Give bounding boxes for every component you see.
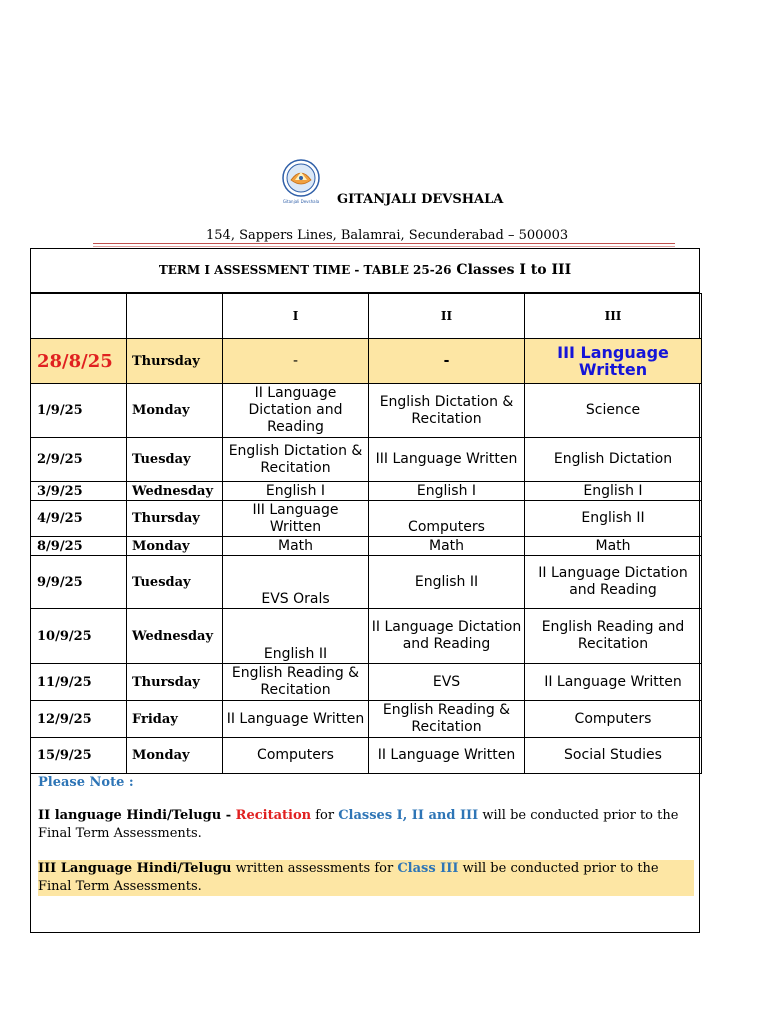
header-class-1: I [223, 294, 369, 339]
row-day: Thursday [127, 664, 223, 701]
cell-class-3: English I [525, 482, 702, 501]
cell-class-3: III Language Written [525, 339, 702, 384]
cell-class-2: English II [369, 556, 525, 609]
table-row [31, 438, 702, 482]
table-row [31, 339, 702, 384]
table-row [31, 537, 702, 556]
cell-class-3: Social Studies [525, 738, 702, 774]
table-row [31, 482, 702, 501]
row-day: Wednesday [127, 609, 223, 664]
cell-class-3: Math [525, 537, 702, 556]
row-day: Thursday [127, 339, 223, 384]
row-day: Friday [127, 701, 223, 738]
school-logo [281, 158, 321, 206]
header-class-3: III [525, 294, 702, 339]
table-row [31, 701, 702, 738]
cell-class-2: II Language Dictation and Reading [369, 609, 525, 664]
cell-class-3: II Language Written [525, 664, 702, 701]
cell-class-1: English I [223, 482, 369, 501]
note1-classes: Classes I, II and III [338, 808, 479, 823]
cell-class-2: EVS [369, 664, 525, 701]
row-date: 12/9/25 [31, 701, 127, 738]
note1-subject: II language Hindi/Telugu - [38, 808, 236, 823]
title-classes: Classes I to III [456, 262, 572, 278]
school-address: 154, Sappers Lines, Balamrai, Secunderabad – 500003 [206, 228, 569, 243]
cell-class-2: Computers [369, 501, 525, 537]
row-date: 1/9/25 [31, 384, 127, 438]
cell-class-1: English II [223, 609, 369, 664]
row-date: 11/9/25 [31, 664, 127, 701]
row-day: Tuesday [127, 438, 223, 482]
table-row [31, 384, 702, 438]
header-day [127, 294, 223, 339]
header-rule-secondary [93, 246, 675, 247]
note1-for: for [311, 808, 339, 823]
note1-rest: will be conducted prior to the Final Term Assessments. [38, 808, 679, 841]
table-row [31, 738, 702, 774]
row-date: 3/9/25 [31, 482, 127, 501]
cell-class-2: III Language Written [369, 438, 525, 482]
row-date: 4/9/25 [31, 501, 127, 537]
cell-class-1: - [223, 339, 369, 384]
header-rule [93, 243, 675, 244]
row-day: Wednesday [127, 482, 223, 501]
note1-recitation: Recitation [235, 808, 312, 823]
note-recitation [38, 807, 698, 843]
cell-class-3: English Dictation [525, 438, 702, 482]
timetable [30, 293, 702, 774]
cell-class-2: Math [369, 537, 525, 556]
cell-class-2: English Dictation & Recitation [369, 384, 525, 438]
row-date: 9/9/25 [31, 556, 127, 609]
logo-caption: Gitanjali Devshala [282, 199, 320, 204]
note2-subject: III Language Hindi/Telugu [38, 861, 232, 876]
table-row [31, 501, 702, 537]
cell-class-1: Math [223, 537, 369, 556]
timetable-title [30, 248, 700, 293]
cell-class-1: III Language Written [223, 501, 369, 537]
cell-class-2: English Reading & Recitation [369, 701, 525, 738]
row-day: Thursday [127, 501, 223, 537]
row-day: Monday [127, 738, 223, 774]
cell-class-2: - [369, 339, 525, 384]
table-row [31, 609, 702, 664]
note-written [38, 860, 694, 896]
row-date: 8/9/25 [31, 537, 127, 556]
cell-class-1: EVS Orals [223, 556, 369, 609]
cell-class-1: Computers [223, 738, 369, 774]
cell-class-2: English I [369, 482, 525, 501]
header-row [31, 294, 702, 339]
cell-class-1: II Language Written [223, 701, 369, 738]
note2-class: Class III [397, 861, 459, 876]
row-date: 10/9/25 [31, 609, 127, 664]
row-date: 28/8/25 [31, 339, 127, 384]
note2-rest: will be conducted prior to the Final Term Assessments. [38, 861, 659, 894]
school-name: GITANJALI DEVSHALA [337, 192, 504, 207]
cell-class-3: Science [525, 384, 702, 438]
notes-section [38, 775, 698, 896]
header-date [31, 294, 127, 339]
cell-class-3: Computers [525, 701, 702, 738]
table-row [31, 556, 702, 609]
cell-class-1: English Reading & Recitation [223, 664, 369, 701]
cell-class-1: English Dictation & Recitation [223, 438, 369, 482]
header-class-2: II [369, 294, 525, 339]
table-row [31, 664, 702, 701]
cell-class-1: II Language Dictation and Reading [223, 384, 369, 438]
row-day: Tuesday [127, 556, 223, 609]
row-day: Monday [127, 384, 223, 438]
row-day: Monday [127, 537, 223, 556]
row-date: 2/9/25 [31, 438, 127, 482]
cell-class-2: II Language Written [369, 738, 525, 774]
notes-heading: Please Note : [38, 775, 134, 790]
row-date: 15/9/25 [31, 738, 127, 774]
title-main: TERM I ASSESSMENT TIME - TABLE 25-26 [158, 263, 452, 277]
cell-class-3: English Reading and Recitation [525, 609, 702, 664]
note2-written: written assessments for [231, 861, 398, 876]
cell-class-3: English II [525, 501, 702, 537]
cell-class-3: II Language Dictation and Reading [525, 556, 702, 609]
